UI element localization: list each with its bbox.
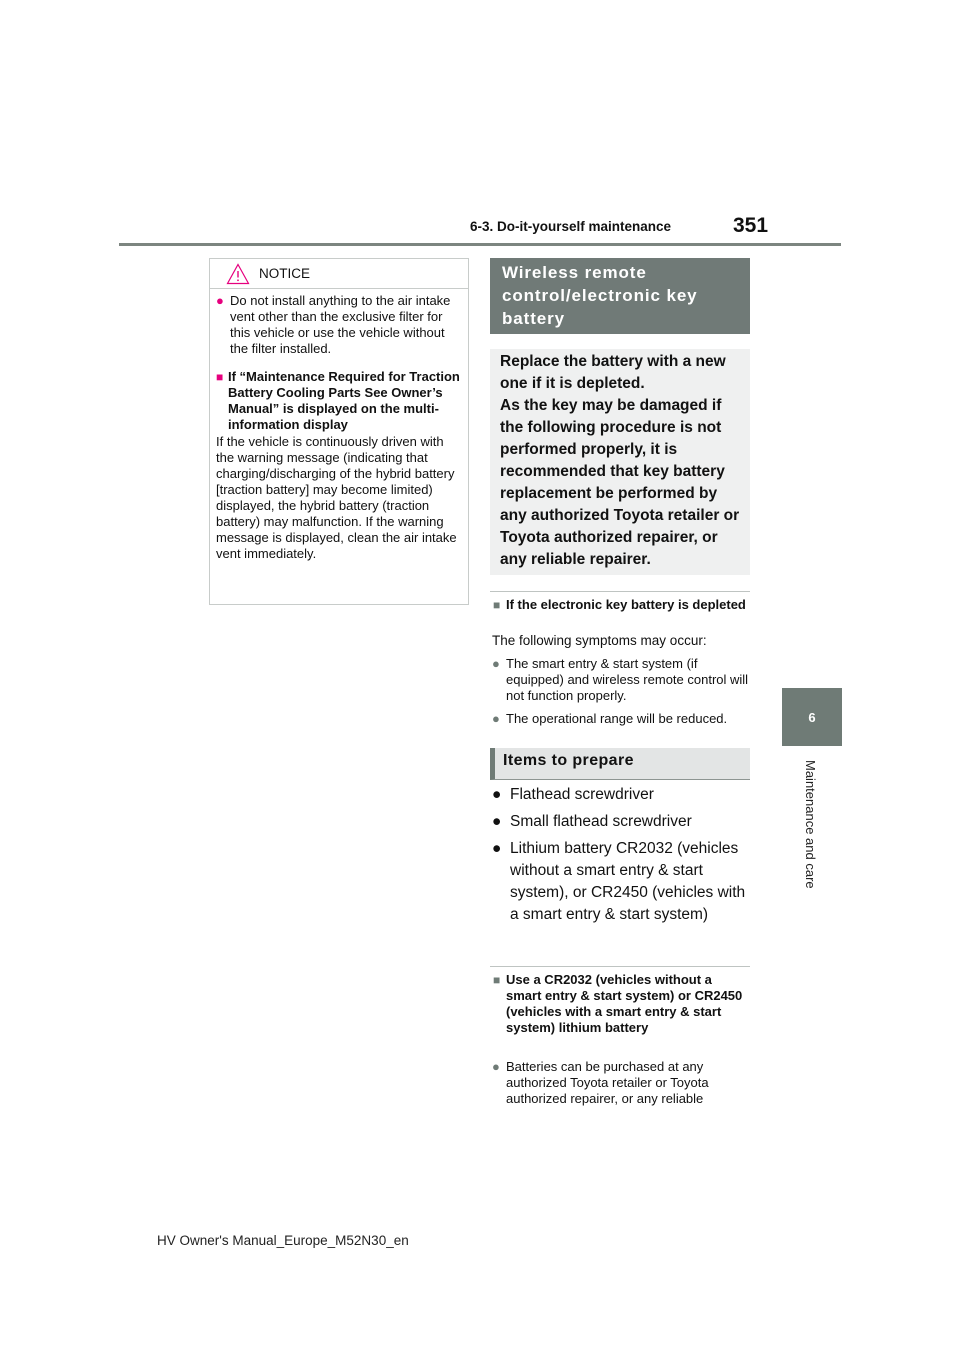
subsection-divider: [490, 966, 750, 967]
depleted-intro: The following symptoms may occur:: [492, 633, 707, 648]
battery-type-bullet-text: Batteries can be purchased at any authorized Toyota retailer or Toyota authorized repairer, or any reliable: [506, 1059, 709, 1106]
subsection-divider: [490, 591, 750, 592]
battery-type-heading-text: Use a CR2032 (vehicles without a smart entry & start system) or CR2450 (vehicles with a smart entry & start system) lithium battery: [506, 972, 743, 1035]
square-bullet-icon: ■: [493, 973, 501, 987]
notice-subheading: [216, 369, 462, 433]
running-header: 6-3. Do-it-yourself maintenance: [470, 219, 672, 234]
depleted-bullet: [492, 711, 750, 727]
intro-box: [490, 349, 750, 575]
list-item: [492, 784, 750, 806]
battery-type-heading: [493, 972, 749, 1036]
notice-title: NOTICE: [259, 266, 311, 281]
notice-box: [209, 258, 469, 605]
bullet-dot-icon: ●: [492, 1059, 500, 1074]
warning-triangle-icon: [226, 263, 250, 285]
depleted-heading: [493, 597, 749, 613]
list-item: [492, 838, 750, 926]
square-bullet-icon: ■: [493, 598, 501, 612]
bullet-dot-icon: ●: [492, 711, 500, 726]
list-item-text: Small flathead screwdriver: [510, 813, 692, 830]
header-divider: [119, 243, 841, 246]
prepare-list: [492, 784, 750, 931]
notice-body: [210, 289, 468, 562]
list-item-text: Flathead screwdriver: [510, 786, 654, 803]
bullet-dot-icon: ●: [492, 813, 502, 830]
notice-header: [210, 259, 468, 289]
page-number: 351: [733, 214, 769, 237]
bullet-dot-icon: ●: [492, 840, 502, 857]
bullet-dot-icon: ●: [216, 293, 224, 308]
list-item-text: Lithium battery CR2032 (vehicles without a smart entry & start system), or CR2450 (vehicles with a smart entry & start system): [510, 840, 746, 923]
bullet-dot-icon: ●: [492, 786, 502, 803]
intro-paragraph-2: As the key may be damaged if the following procedure is not performed properly, it is recommended that key battery replacement be performed by any authorized Toyota retailer or Toyota authorized repairer, or any reliable repairer.: [500, 397, 740, 568]
depleted-bullet: [492, 656, 750, 704]
notice-bullet-text: Do not install anything to the air intake vent other than the exclusive filter for this vehicle or use the vehicle without the filter installed.: [230, 293, 451, 356]
bullet-dot-icon: ●: [492, 656, 500, 671]
chapter-label: Maintenance and care: [803, 760, 818, 889]
section-heading: Wireless remote control/electronic key battery: [490, 258, 750, 334]
list-item: [492, 811, 750, 833]
notice-paragraph: If the vehicle is continuously driven with the warning message (indicating that charging/discharging of the hybrid battery [traction battery] may become limited) displayed, the hybrid battery (traction battery) may malfunction. If the warning message is displayed, clean the air intake vent immediately.: [216, 434, 457, 561]
square-bullet-icon: ■: [216, 370, 224, 384]
depleted-bullet-text: The smart entry & start system (if equipped) and wireless remote control will not function properly.: [506, 656, 749, 703]
intro-paragraph-1: Replace the battery with a new one if it is depleted.: [500, 353, 726, 392]
prepare-heading: Items to prepare: [490, 748, 750, 780]
notice-bullet: [216, 293, 462, 357]
notice-subheading-text: If “Maintenance Required for Traction Battery Cooling Parts See Owner’s Manual” is displayed on the multi-information display: [228, 369, 460, 432]
page-footer: HV Owner's Manual_Europe_M52N30_en: [157, 1233, 409, 1248]
chapter-number: 6: [808, 709, 816, 725]
battery-type-bullet: [492, 1059, 750, 1107]
depleted-heading-text: If the electronic key battery is depleted: [506, 597, 746, 612]
depleted-bullet-text: The operational range will be reduced.: [506, 711, 728, 726]
chapter-tab: [782, 688, 842, 746]
